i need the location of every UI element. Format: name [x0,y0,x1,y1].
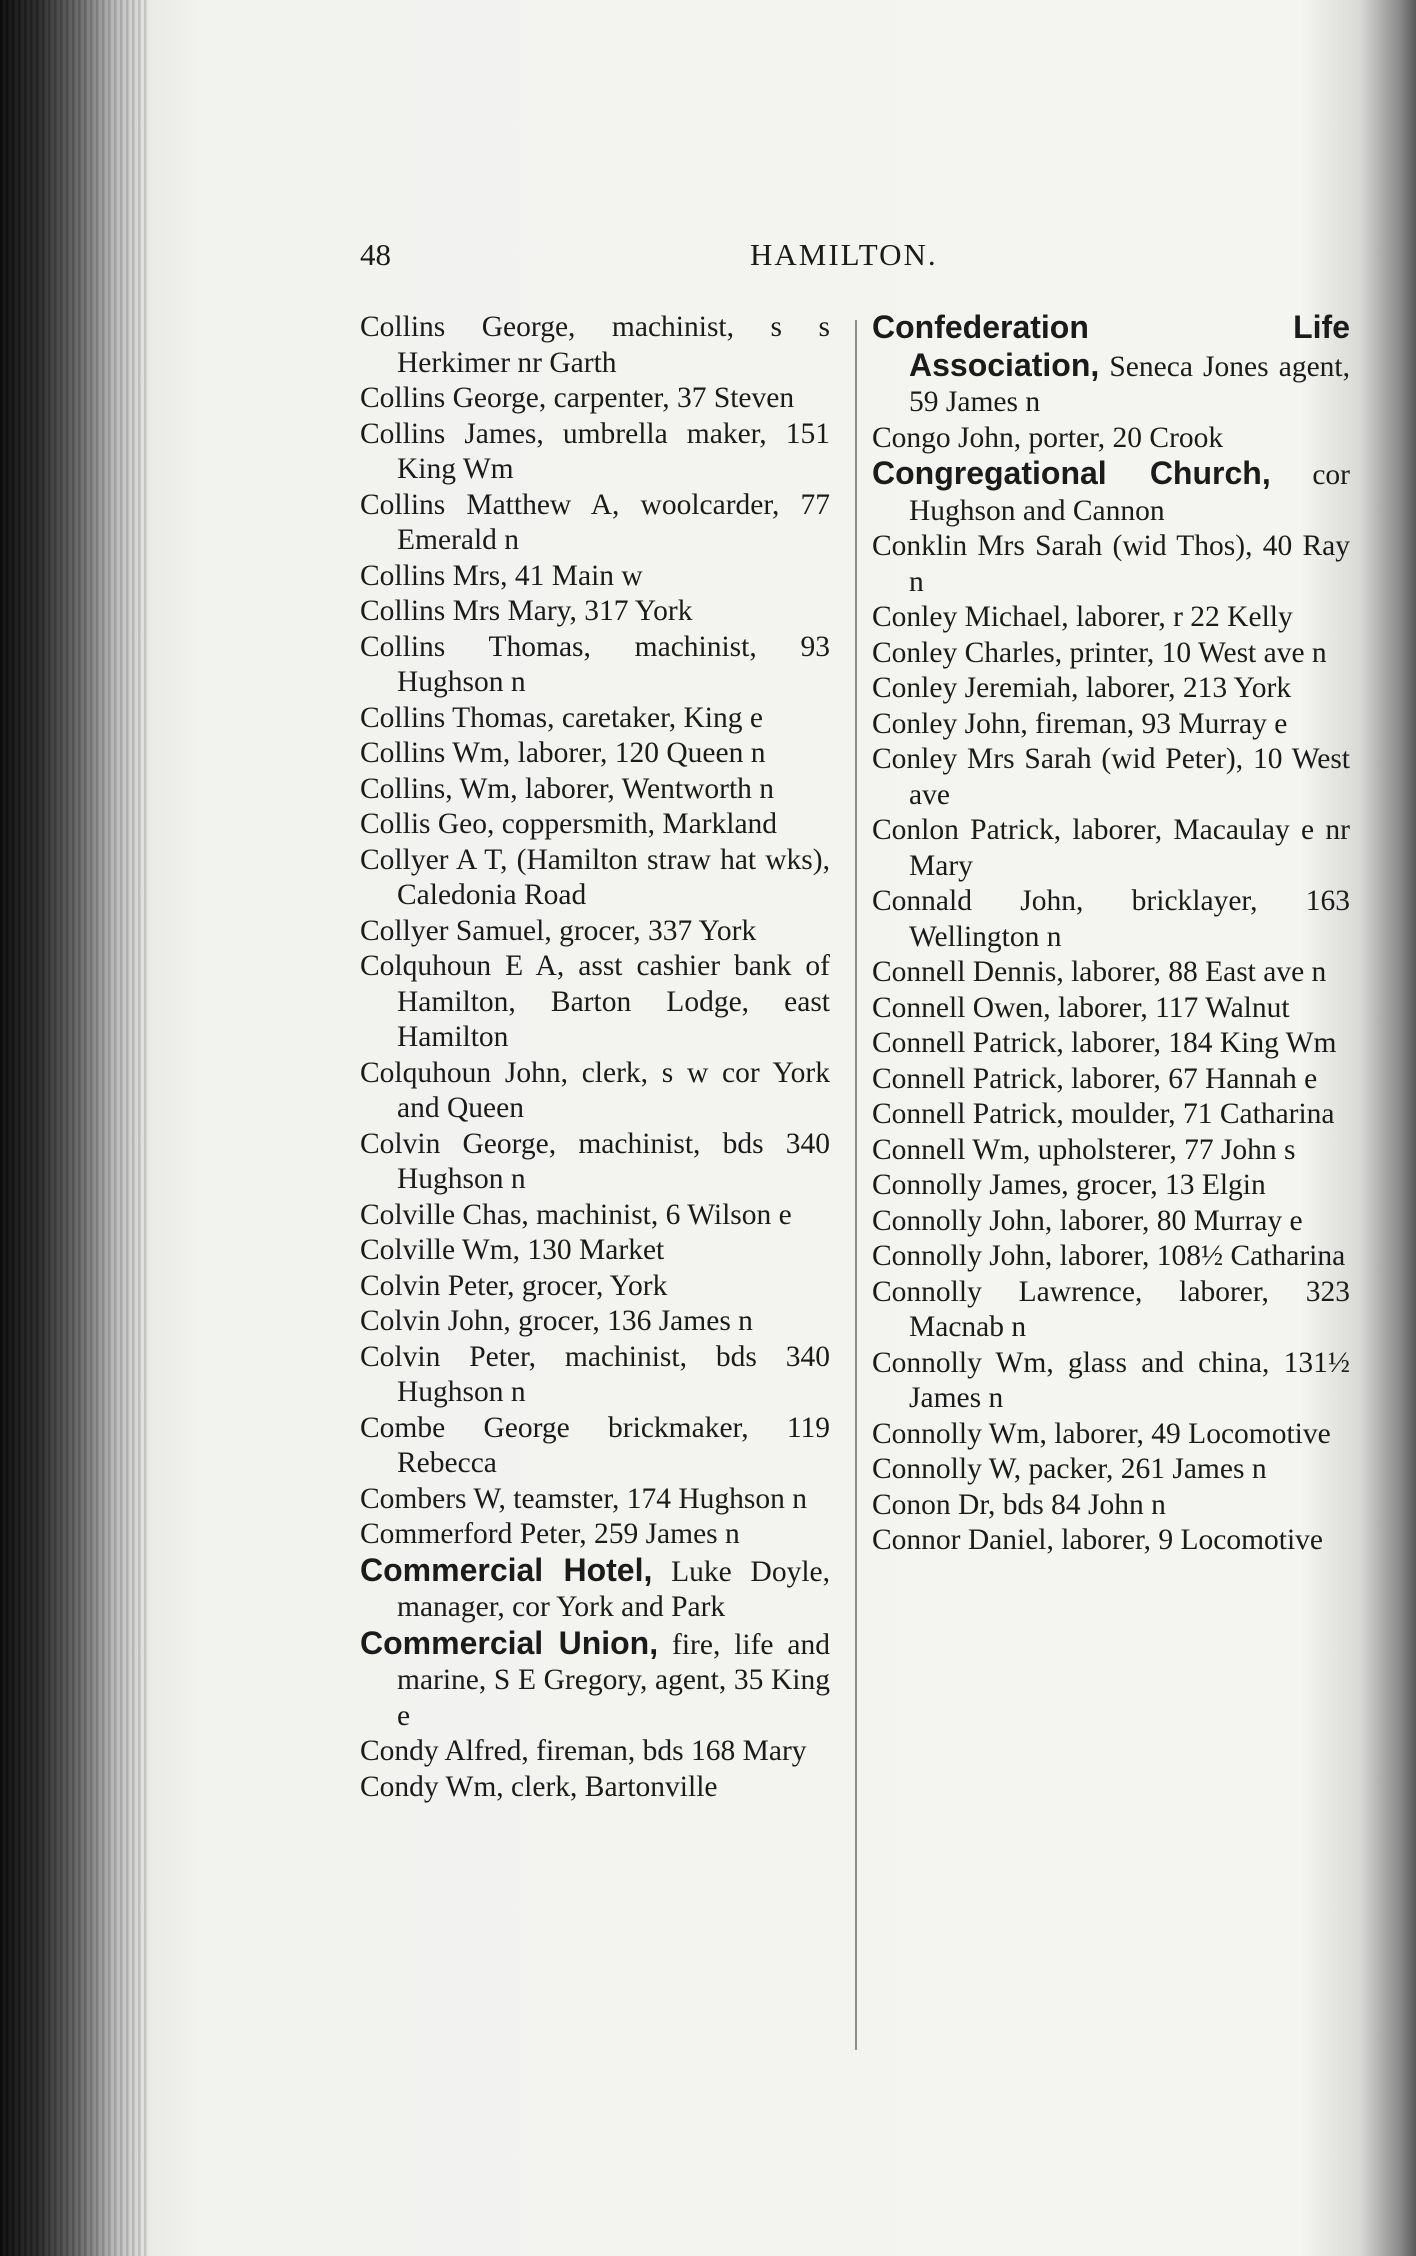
page-number: 48 [360,237,391,272]
directory-entry [872,310,1350,421]
entry-text: Colquhoun John, clerk, s w cor York and Queen [360,1056,830,1124]
directory-entry [872,1346,1350,1417]
running-title: HAMILTON. [750,237,938,272]
directory-entry [872,1062,1350,1098]
directory-entry [872,600,1350,636]
directory-entry [872,742,1350,813]
directory-entry [360,630,830,701]
directory-entry [360,1553,830,1626]
entry-text: Conley Michael, laborer, r 22 Kelly [872,601,1293,633]
entry-text: Collins Thomas, machinist, 93 Hughson n [360,630,830,698]
directory-entry [872,636,1350,672]
entry-text: Conon Dr, bds 84 John n [872,1488,1166,1521]
entry-text: Colquhoun E A, asst cashier bank of Hamilton, Barton Lodge, east Hamilton [360,950,830,1053]
directory-entry [360,701,830,737]
directory-entry [872,1452,1350,1488]
business-name: Confederation Life Association, [872,309,1350,383]
entry-text: Conlon Patrick, laborer, Macaulay e nr Mary [872,814,1350,882]
entry-text: Collins George, carpenter, 37 Steven [360,382,795,414]
entry-text: Connolly John, laborer, 108½ Catharina [872,1240,1346,1272]
entry-text: Conley Charles, printer, 10 West ave n [872,636,1327,669]
entry-text: Connolly W, packer, 261 James n [872,1453,1267,1485]
entry-text: Collins Wm, laborer, 120 Queen n [360,737,766,769]
entry-text: Collins George, machinist, s s Herkimer nr Garth [360,311,830,379]
entry-text: Connolly Wm, laborer, 49 Locomotive [872,1417,1331,1450]
directory-column-left [360,310,830,1805]
directory-column-right [872,310,1350,1559]
entry-text: Colvin George, machinist, bds 340 Hughson n [360,1127,830,1195]
directory-entry [360,488,830,559]
entry-text: cor Hughson and Cannon [909,459,1350,527]
directory-entry [360,914,830,950]
directory-entry [872,1133,1350,1169]
entry-text: Conley John, fireman, 93 Murray e [872,707,1288,740]
column-divider [855,320,857,2050]
entry-text: Connolly Wm, glass and china, 131½ James n [872,1346,1350,1414]
entry-text: Seneca Jones agent, 59 James n [909,350,1350,418]
directory-entry [872,1523,1350,1559]
entry-text: Collins Mrs Mary, 317 York [360,595,693,627]
entry-text: Collins Mrs, 41 Main w [360,559,643,592]
directory-entry [872,955,1350,991]
directory-entry [360,1517,830,1553]
entry-text: Condy Wm, clerk, Bartonville [360,1770,718,1803]
directory-entry [360,559,830,595]
entry-text: Connolly John, laborer, 80 Murray e [872,1204,1303,1237]
directory-entry [872,421,1350,457]
directory-entry [360,1340,830,1411]
page-header [360,237,960,277]
directory-entry [360,1269,830,1305]
business-name: Congregational Church, [872,455,1271,491]
directory-entry [872,1275,1350,1346]
entry-text: Condy Alfred, fireman, bds 168 Mary [360,1735,807,1767]
entry-text: Colville Wm, 130 Market [360,1234,665,1266]
entry-text: Connell Patrick, moulder, 71 Catharina [872,1098,1335,1130]
entry-text: Commerford Peter, 259 James n [360,1518,740,1550]
entry-text: Colvin John, grocer, 136 James n [360,1305,753,1337]
entry-text: Connell Patrick, laborer, 184 King Wm [872,1027,1337,1059]
business-name: Commercial Union, [360,1624,659,1661]
entry-text: Conley Mrs Sarah (wid Peter), 10 West ave [872,743,1350,811]
directory-entry [872,707,1350,743]
directory-entry [872,671,1350,707]
directory-entry [360,594,830,630]
directory-entry [360,736,830,772]
directory-entry [360,1734,830,1770]
directory-entry [360,1198,830,1234]
entry-text: Collyer Samuel, grocer, 337 York [360,914,757,947]
directory-entry [360,949,830,1056]
entry-text: Connell Patrick, laborer, 67 Hannah e [872,1062,1318,1095]
entry-text: Colvin Peter, grocer, York [360,1269,668,1302]
directory-entry [360,1626,830,1735]
directory-entry [872,529,1350,600]
directory-entry [872,991,1350,1027]
entry-text: Colvin Peter, machinist, bds 340 Hughson n [360,1340,830,1408]
directory-entry [872,1204,1350,1240]
entry-text: Collins Thomas, caretaker, King e [360,701,763,734]
book-gutter [0,0,150,2256]
entry-text: Connor Daniel, laborer, 9 Locomotive [872,1524,1324,1556]
entry-text: Connolly James, grocer, 13 Elgin [872,1169,1266,1201]
directory-entry [360,1482,830,1518]
entry-text: Luke Doyle, manager, cor York and Park [397,1555,830,1623]
entry-text: Collins, Wm, laborer, Wentworth n [360,772,775,805]
directory-entry [872,813,1350,884]
business-name: Commercial Hotel, [360,1551,653,1588]
entry-text: Combe George brickmaker, 119 Rebecca [360,1411,830,1479]
entry-text: fire, life and marine, S E Gregory, agent, 35 King e [397,1628,830,1732]
directory-entry [360,1127,830,1198]
entry-text: Connald John, bricklayer, 163 Wellington n [872,885,1350,953]
directory-entry [360,1411,830,1482]
directory-entry [872,1168,1350,1204]
entry-text: Conklin Mrs Sarah (wid Thos), 40 Ray n [872,530,1350,598]
directory-entry [360,1056,830,1127]
directory-entry [360,843,830,914]
entry-text: Collis Geo, coppersmith, Markland [360,808,778,840]
directory-entry [360,807,830,843]
entry-text: Colville Chas, machinist, 6 Wilson e [360,1198,792,1231]
directory-entry [872,1488,1350,1524]
directory-entry [872,884,1350,955]
entry-text: Collins Matthew A, woolcarder, 77 Emerald n [360,488,830,556]
entry-text: Connell Dennis, laborer, 88 East ave n [872,956,1327,988]
directory-entry [360,310,830,381]
directory-entry [360,381,830,417]
entry-text: Connell Wm, upholsterer, 77 John s [872,1133,1296,1166]
directory-entry [360,1304,830,1340]
entry-text: Combers W, teamster, 174 Hughson n [360,1482,808,1515]
entry-text: Congo John, porter, 20 Crook [872,421,1224,454]
directory-entry [360,1233,830,1269]
directory-entry [872,456,1350,529]
entry-text: Connolly Lawrence, laborer, 323 Macnab n [872,1275,1350,1343]
entry-text: Conley Jeremiah, laborer, 213 York [872,672,1292,704]
directory-entry [360,772,830,808]
directory-entry [360,1770,830,1806]
directory-entry [872,1026,1350,1062]
directory-entry [872,1239,1350,1275]
entry-text: Collyer A T, (Hamilton straw hat wks), Caledonia Road [360,843,830,911]
entry-text: Connell Owen, laborer, 117 Walnut [872,991,1290,1024]
entry-text: Collins James, umbrella maker, 151 King Wm [360,417,830,485]
directory-entry [872,1097,1350,1133]
directory-entry [360,417,830,488]
directory-entry [872,1417,1350,1453]
